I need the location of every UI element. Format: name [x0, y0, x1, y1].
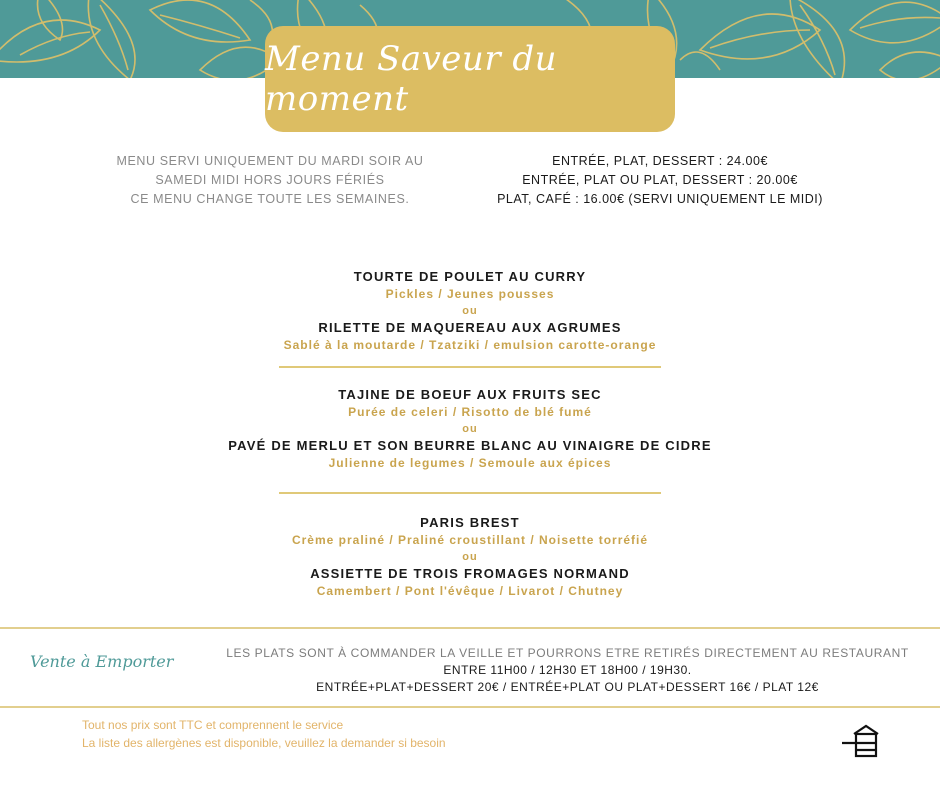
- menu-list: [140, 268, 800, 600]
- price-line: ENTRÉE, PLAT, DESSERT : 24.00€: [552, 154, 768, 168]
- menu-section-mains: [140, 386, 800, 472]
- dish-name: PAVÉ DE MERLU ET SON BEURRE BLANC AU VINAIGRE DE CIDRE: [228, 438, 712, 453]
- or-label: ou: [462, 423, 478, 435]
- price-info: [480, 152, 840, 209]
- dish-sides: Pickles / Jeunes pousses: [385, 287, 555, 301]
- footer-notes: [82, 716, 446, 752]
- dish-name: TOURTE DE POULET AU CURRY: [353, 269, 587, 284]
- takeaway-hours: ENTRE 11H00 / 12H30 ET 18H00 / 19H30.: [443, 663, 692, 677]
- service-info-line: SAMEDI MIDI HORS JOURS FÉRIÉS: [155, 173, 385, 187]
- menu-section-starters: [140, 268, 800, 354]
- dish-name: PARIS BREST: [420, 515, 520, 530]
- takeaway-bottom-rule: [0, 706, 940, 708]
- service-info-line: MENU SERVI UNIQUEMENT DU MARDI SOIR AU: [116, 154, 424, 168]
- takeaway-line: LES PLATS SONT À COMMANDER LA VEILLE ET POURRONS ETRE RETIRÉS DIRECTEMENT AU RESTAURANT: [226, 646, 909, 660]
- service-info: [80, 152, 460, 209]
- menu-title: Menu Saveur du moment: [265, 39, 558, 119]
- takeaway-prices: ENTRÉE+PLAT+DESSERT 20€ / ENTRÉE+PLAT OU PLAT+DESSERT 16€ / PLAT 12€: [316, 680, 819, 694]
- dish-name: ASSIETTE DE TROIS FROMAGES NORMAND: [310, 566, 630, 581]
- price-line: PLAT, CAFÉ : 16.00€ (SERVI UNIQUEMENT LE MIDI): [497, 192, 823, 206]
- dish-sides: Purée de celeri / Risotto de blé fumé: [348, 405, 592, 419]
- or-label: ou: [462, 305, 478, 317]
- menu-section-desserts: [140, 514, 800, 600]
- price-line: ENTRÉE, PLAT OU PLAT, DESSERT : 20.00€: [522, 173, 798, 187]
- or-label: ou: [462, 551, 478, 563]
- section-divider: [279, 366, 661, 368]
- dish-sides: Julienne de legumes / Semoule aux épices: [328, 456, 612, 470]
- house-logo-icon: [840, 724, 882, 765]
- section-divider: [279, 492, 661, 494]
- dish-sides: Crème praliné / Praliné croustillant / Noisette torréfié: [291, 533, 649, 547]
- menu-title-box: [265, 26, 675, 132]
- dish-name: TAJINE DE BOEUF AUX FRUITS SEC: [338, 387, 602, 402]
- footer-line: Tout nos prix sont TTC et comprennent le service: [82, 718, 344, 732]
- dish-sides: Camembert / Pont l'évêque / Livarot / Chutney: [316, 584, 624, 598]
- takeaway-top-rule: [0, 627, 940, 629]
- footer-line: La liste des allergènes est disponible, veuillez la demander si besoin: [82, 736, 446, 750]
- service-info-line: CE MENU CHANGE TOUTE LES SEMAINES.: [130, 192, 410, 206]
- takeaway-info: [210, 645, 925, 696]
- takeaway-title: Vente à Emporter: [30, 652, 174, 671]
- dish-name: RILETTE DE MAQUEREAU AUX AGRUMES: [318, 320, 622, 335]
- dish-sides: Sablé à la moutarde / Tzatziki / emulsion carotte-orange: [283, 338, 657, 352]
